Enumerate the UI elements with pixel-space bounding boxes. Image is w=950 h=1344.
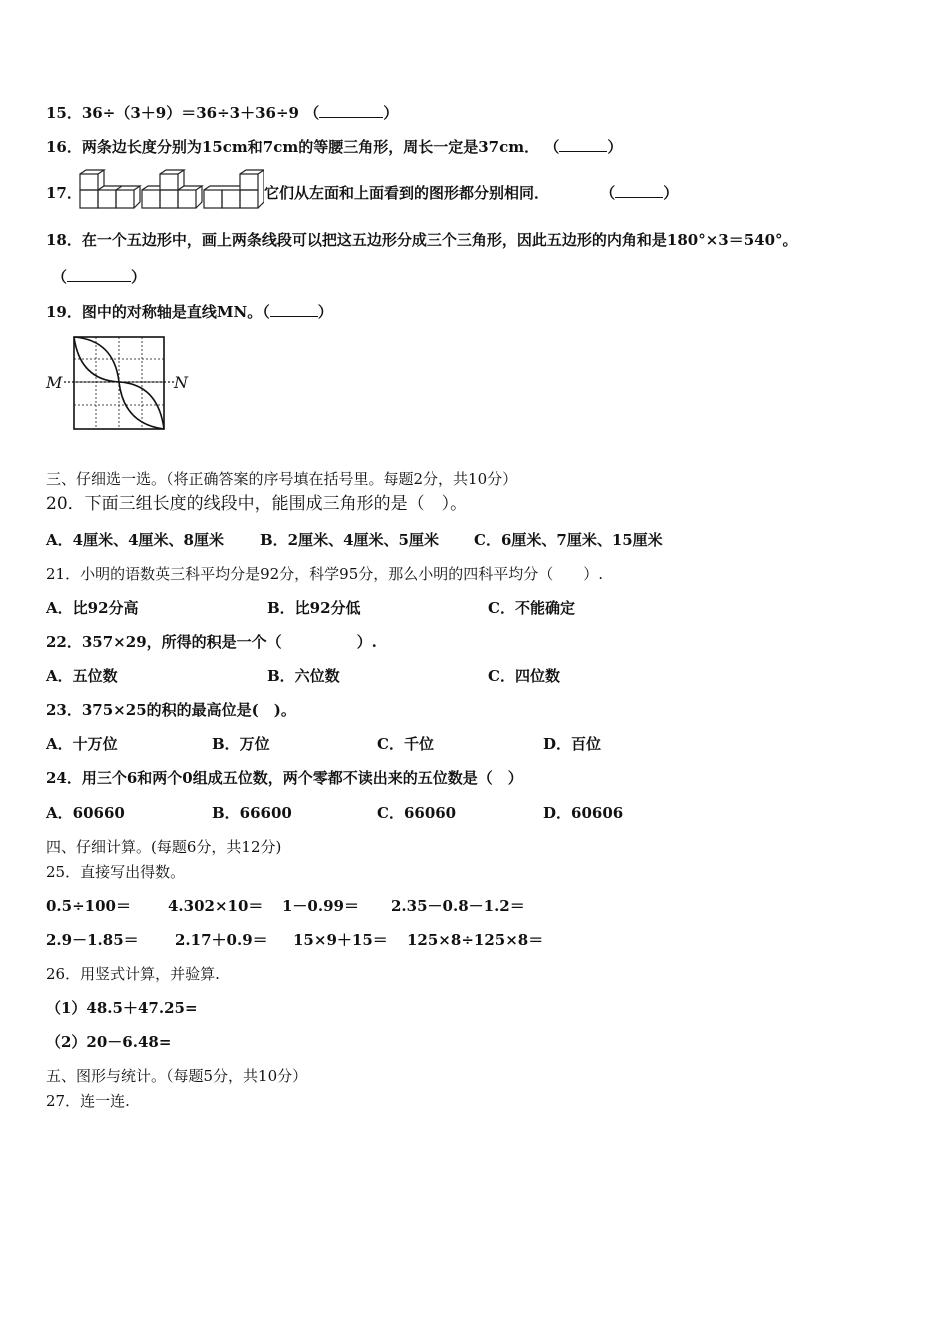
option-20-c[interactable]: C．6厘米、7厘米、15厘米: [474, 531, 663, 549]
option-20-a[interactable]: A．4厘米、4厘米、8厘米: [46, 531, 224, 549]
option-21-b[interactable]: B．比92分低: [267, 599, 361, 617]
question-17: [46, 183, 82, 203]
option-22-a[interactable]: A．五位数: [46, 667, 118, 685]
option-23-a[interactable]: A．十万位: [46, 735, 118, 753]
option-24-d[interactable]: D．60606: [543, 804, 624, 822]
question-21-text: 21．小明的语数英三科平均分是92分，科学95分，那么小明的四科平均分（ ）.: [46, 565, 604, 583]
question-27-text: 27．连一连.: [46, 1092, 130, 1110]
question-19: 19．图中的对称轴是直线MN。（ ）: [46, 303, 333, 321]
question-23-text: 23．375×25的积的最高位是( )。: [46, 701, 296, 719]
option-22-b[interactable]: B．六位数: [267, 667, 340, 685]
calc-item: 15×9＋15＝: [293, 931, 388, 949]
cube-stack-figure-1: [80, 170, 140, 208]
option-21-c[interactable]: C．不能确定: [488, 599, 575, 617]
question-19-text: 19．图中的对称轴是直线MN。（: [46, 303, 270, 321]
question-17-statement: 它们从左面和上面看到的图形都分别相同． （ ）: [264, 184, 679, 202]
cube-stack-figures: [78, 168, 264, 212]
question-18-answer: （ ）: [52, 268, 147, 286]
calc-item: 2.9－1.85＝: [46, 931, 139, 949]
symmetry-grid-figure: [44, 334, 196, 434]
question-15-text: 15．36÷（3＋9）＝36÷3＋36÷9: [46, 104, 299, 122]
question-17-text: 它们从左面和上面看到的图形都分别相同．: [264, 184, 550, 202]
question-22-text: 22．357×29，所得的积是一个（ ）.: [46, 633, 377, 651]
question-26-item-1: （1）48.5＋47.25=: [46, 999, 198, 1017]
cube-stack-figure-3: [204, 170, 264, 208]
answer-blank[interactable]: [319, 103, 383, 118]
question-25-text: 25．直接写出得数。: [46, 863, 186, 881]
label-m: M: [46, 373, 63, 392]
question-18: [46, 230, 798, 250]
option-23-b[interactable]: B．万位: [212, 735, 270, 753]
option-23-d[interactable]: D．百位: [543, 735, 602, 753]
option-22-c[interactable]: C．四位数: [488, 667, 560, 685]
answer-blank[interactable]: [559, 137, 607, 152]
calc-item: 4.302×10＝: [168, 897, 264, 915]
option-21-a[interactable]: A．比92分高: [46, 599, 139, 617]
option-20-b[interactable]: B．2厘米、4厘米、5厘米: [260, 531, 439, 549]
answer-blank[interactable]: [270, 302, 318, 317]
answer-blank[interactable]: [67, 267, 131, 282]
calc-item: 125×8÷125×8＝: [407, 931, 544, 949]
label-n: N: [174, 373, 188, 392]
calc-item: 1－0.99＝: [282, 897, 359, 915]
question-20-text: 20．下面三组长度的线段中，能围成三角形的是（ ）。: [46, 494, 468, 514]
option-24-b[interactable]: B．66600: [212, 804, 292, 822]
question-18-text: 18．在一个五边形中，画上两条线段可以把这五边形分成三个三角形，因此五边形的内角和是180°×3＝540°。: [46, 231, 798, 249]
question-15: 15．36÷（3＋9）＝36÷3＋36÷9 （ ）: [46, 104, 399, 122]
question-16: 16．两条边长度分别为15cm和7cm的等腰三角形，周长一定是37cm． （ ）: [46, 138, 623, 156]
section-4-heading: 四、仔细计算。(每题6分，共12分): [46, 838, 282, 856]
section-3-heading: 三、仔细选一选。（将正确答案的序号填在括号里。每题2分，共10分）: [46, 470, 518, 488]
question-26-item-2: （2）20－6.48=: [46, 1033, 172, 1051]
calc-item: 0.5÷100＝: [46, 897, 131, 915]
question-17-number: 17．: [46, 184, 82, 202]
question-16-text: 16．两条边长度分别为15cm和7cm的等腰三角形，周长一定是37cm．: [46, 138, 540, 156]
question-26-text: 26．用竖式计算，并验算.: [46, 965, 220, 983]
option-24-a[interactable]: A．60660: [46, 804, 125, 822]
cube-stack-figure-2: [142, 170, 202, 208]
answer-blank[interactable]: [615, 183, 663, 198]
calc-item: 2.35－0.8－1.2＝: [391, 897, 525, 915]
section-5-heading: 五、图形与统计。（每题5分，共10分）: [46, 1067, 308, 1085]
question-24-text: 24．用三个6和两个0组成五位数，两个零都不读出来的五位数是（ ）: [46, 769, 523, 787]
calc-item: 2.17＋0.9＝: [175, 931, 268, 949]
option-24-c[interactable]: C．66060: [377, 804, 457, 822]
option-23-c[interactable]: C．千位: [377, 735, 434, 753]
